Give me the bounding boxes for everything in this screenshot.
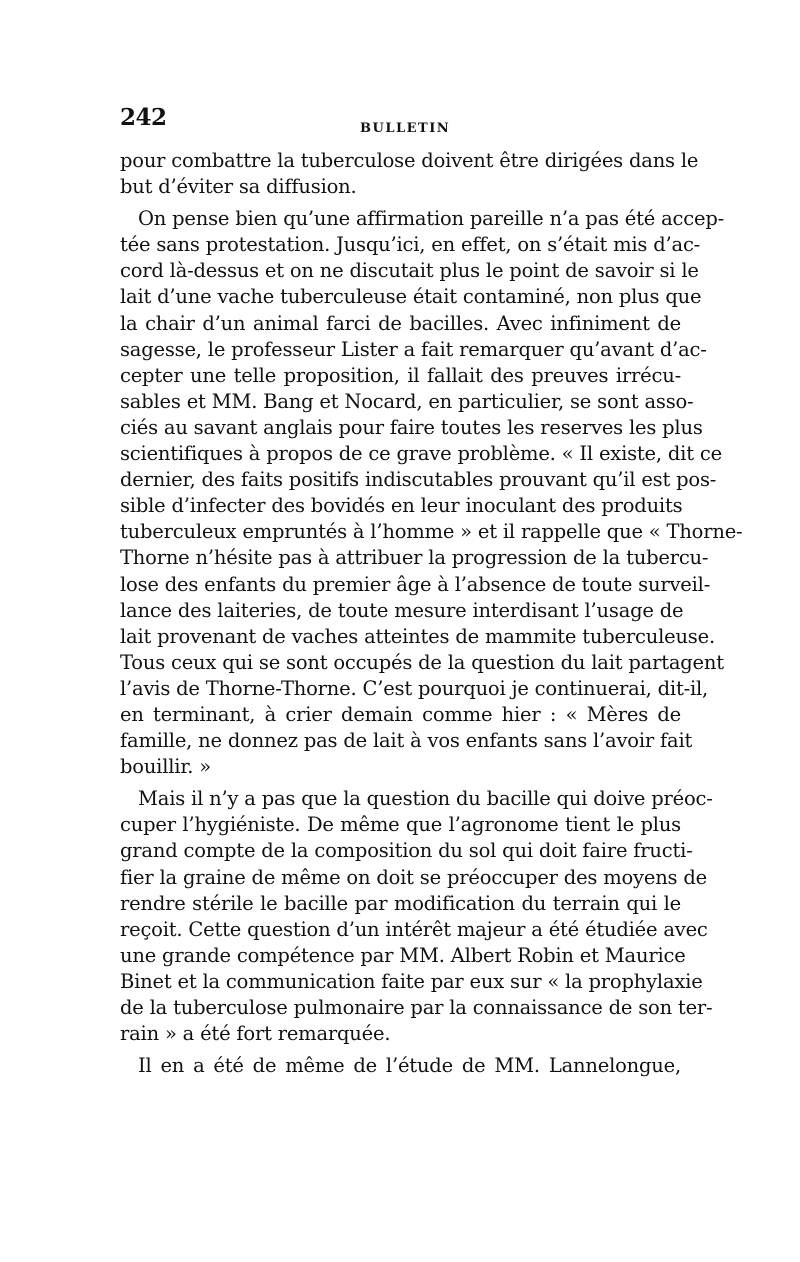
text-line: fier la graine de même on doit se préoccuper des moyens de xyxy=(120,865,707,889)
text-line: lance des laiteries, de toute mesure interdisant l’usage de xyxy=(120,598,684,622)
running-head: BULLETIN xyxy=(360,121,451,136)
text-line: cord là-dessus et on ne discutait plus le point de savoir si le xyxy=(120,259,699,283)
text-line: lait d’une vache tuberculeuse était contaminé, non plus que xyxy=(120,285,702,309)
text-line: pour combattre la tuberculose doivent être dirigées dans le xyxy=(120,149,699,172)
text-line: rendre stérile le bacille par modification du terrain qui le xyxy=(120,891,681,915)
text-line: Binet et la communication faite par eux sur « la prophylaxie xyxy=(120,969,703,993)
text-line: Mais il n’y a pas que la question du bacille qui doive préoc- xyxy=(138,787,713,811)
text-line: une grande compétence par MM. Albert Robin et Maurice xyxy=(120,943,686,967)
text-line: famille, ne donnez pas de lait à vos enfants sans l’avoir fait xyxy=(120,729,693,753)
text-line: tée sans protestation. Jusqu’ici, en effet, on s’était mis d’ac- xyxy=(120,233,701,257)
paragraph xyxy=(120,1053,681,1079)
text-line: bouillir. » xyxy=(120,755,212,779)
text-line: la chair d’un animal farci de bacilles. Avec infiniment de xyxy=(120,311,681,335)
paragraph xyxy=(120,206,743,780)
text-line: reçoit. Cette question d’un intérêt majeur a été étudiée avec xyxy=(120,917,708,941)
page-number: 242 xyxy=(120,104,167,131)
text-line: l’avis de Thorne-Thorne. C’est pourquoi je continuerai, dit-il, xyxy=(120,676,709,700)
text-line: dernier, des faits positifs indiscutables prouvant qu’il est pos- xyxy=(120,468,717,492)
text-line: cuper l’hygiéniste. De même que l’agronome tient le plus xyxy=(120,813,681,837)
text-line: Tous ceux qui se sont occupés de la question du lait partagent xyxy=(120,650,724,674)
body-text xyxy=(120,148,743,1079)
text-line: scientifiques à propos de ce grave problème. « Il existe, dit ce xyxy=(120,442,722,466)
text-line: en terminant, à crier demain comme hier : « Mères de xyxy=(120,702,681,726)
text-line: rain » a été fort remarquée. xyxy=(120,1022,391,1046)
text-line: sagesse, le professeur Lister a fait remarquer qu’avant d’ac- xyxy=(120,337,707,361)
text-line: de la tuberculose pulmonaire par la connaissance de son ter- xyxy=(120,996,713,1019)
text-line: Il en a été de même de l’étude de MM. Lannelongue, xyxy=(138,1054,681,1078)
text-line: sible d’infecter des bovidés en leur inoculant des produits xyxy=(120,494,683,518)
text-line: lose des enfants du premier âge à l’absence de toute surveil- xyxy=(120,572,711,596)
text-line: tuberculeux empruntés à l’homme » et il rappelle que « Thorne- xyxy=(120,520,743,544)
paragraph xyxy=(120,786,713,1047)
text-line: ciés au savant anglais pour faire toutes les reserves les plus xyxy=(120,415,703,439)
paragraph xyxy=(120,148,699,200)
text-line: but d’éviter sa diffusion. xyxy=(120,175,357,199)
text-line: Thorne n’hésite pas à attribuer la progression de la tubercu- xyxy=(120,546,709,570)
text-line: cepter une telle proposition, il fallait des preuves irrécu- xyxy=(120,363,681,387)
text-line: lait provenant de vaches atteintes de mammite tuberculeuse. xyxy=(120,624,715,648)
text-line: sables et MM. Bang et Nocard, en particulier, se sont asso- xyxy=(120,389,694,413)
text-line: grand compte de la composition du sol qui doit faire fructi- xyxy=(120,839,693,863)
text-line: On pense bien qu’une affirmation pareille n’a pas été accep- xyxy=(138,207,724,231)
